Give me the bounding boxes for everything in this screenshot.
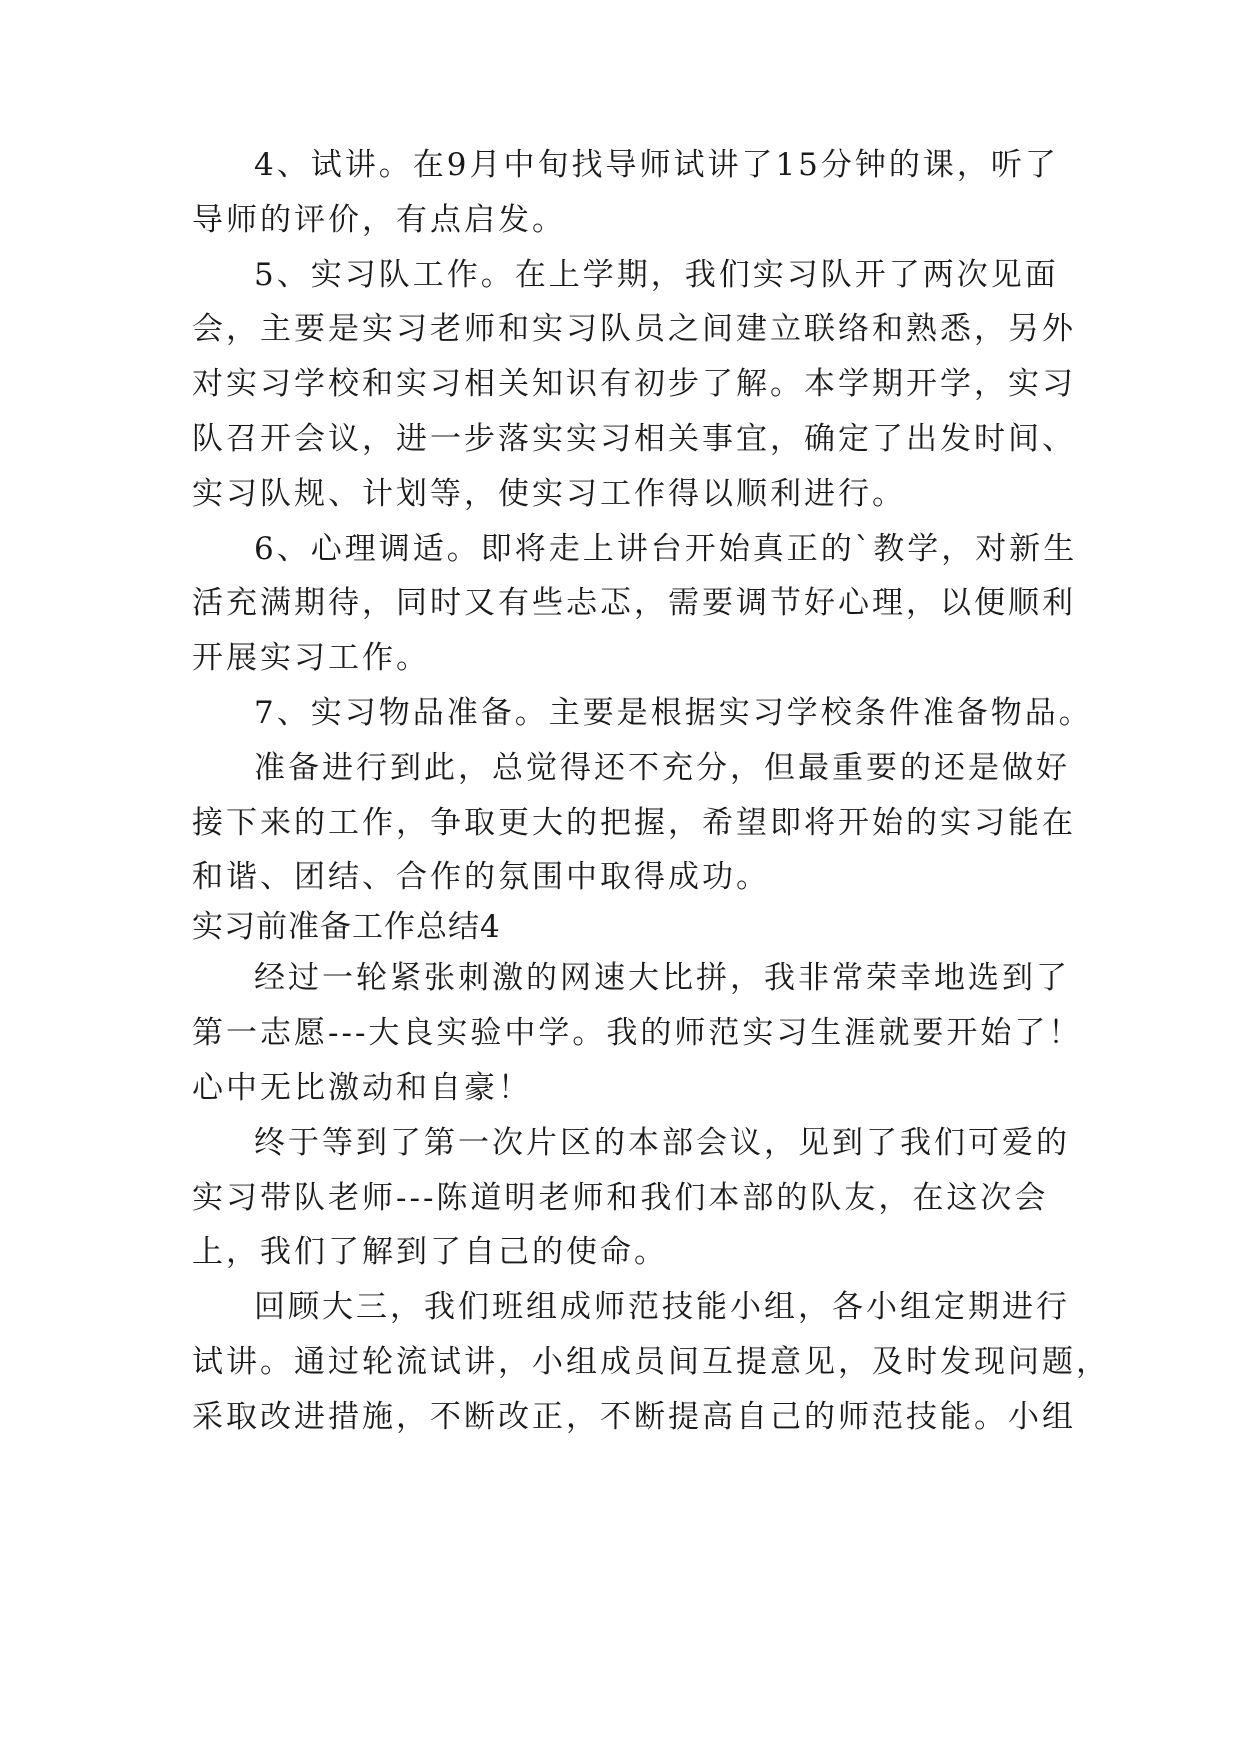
- paragraph-line: 队召开会议，进一步落实实习相关事宜，确定了出发时间、: [192, 421, 1076, 457]
- paragraph-line: 采取改进措施，不断改正，不断提高自己的师范技能。小组: [192, 1399, 1076, 1435]
- paragraph-line: 4、试讲。在9月中旬找导师试讲了15分钟的课，听了: [254, 147, 1059, 183]
- paragraph-line: 实习队规、计划等，使实习工作得以顺利进行。: [192, 476, 906, 512]
- paragraph-line: 和谐、团结、合作的氛围中取得成功。: [192, 859, 770, 895]
- paragraph-line: 第一志愿---大良实验中学。我的师范实习生涯就要开始了！: [192, 1015, 1083, 1051]
- paragraph-line: 对实习学校和实习相关知识有初步了解。本学期开学，实习: [192, 366, 1076, 402]
- paragraph-line: 心中无比激动和自豪！: [192, 1070, 532, 1106]
- paragraph-line: 上，我们了解到了自己的使命。: [192, 1234, 668, 1270]
- paragraph-line: 6、心理调适。即将走上讲台开始真正的`教学，对新生: [254, 531, 1078, 567]
- paragraph-line: 会，主要是实习老师和实习队员之间建立联络和熟悉，另外: [192, 311, 1076, 347]
- section-heading: 实习前准备工作总结4: [192, 909, 501, 945]
- paragraph-line: 终于等到了第一次片区的本部会议，见到了我们可爱的: [254, 1125, 1070, 1161]
- paragraph-line: 回顾大三，我们班组成师范技能小组，各小组定期进行: [254, 1289, 1070, 1325]
- paragraph-line: 经过一轮紧张刺激的网速大比拼，我非常荣幸地选到了: [254, 960, 1070, 996]
- paragraph-line: 7、实习物品准备。主要是根据实习学校条件准备物品。: [254, 695, 1093, 731]
- paragraph-line: 准备进行到此，总觉得还不充分，但最重要的还是做好: [254, 750, 1070, 786]
- paragraph-line: 试讲。通过轮流试讲，小组成员间互提意见，及时发现问题，: [192, 1344, 1110, 1380]
- paragraph-line: 开展实习工作。: [192, 640, 430, 676]
- paragraph-line: 5、实习队工作。在上学期，我们实习队开了两次见面: [254, 257, 1059, 293]
- paragraph-line: 接下来的工作，争取更大的把握，希望即将开始的实习能在: [192, 805, 1076, 841]
- paragraph-line: 实习带队老师---陈道明老师和我们本部的队友，在这次会: [192, 1180, 1049, 1216]
- paragraph-line: 活充满期待，同时又有些忐忑，需要调节好心理，以便顺利: [192, 585, 1076, 621]
- paragraph-line: 导师的评价，有点启发。: [192, 202, 566, 238]
